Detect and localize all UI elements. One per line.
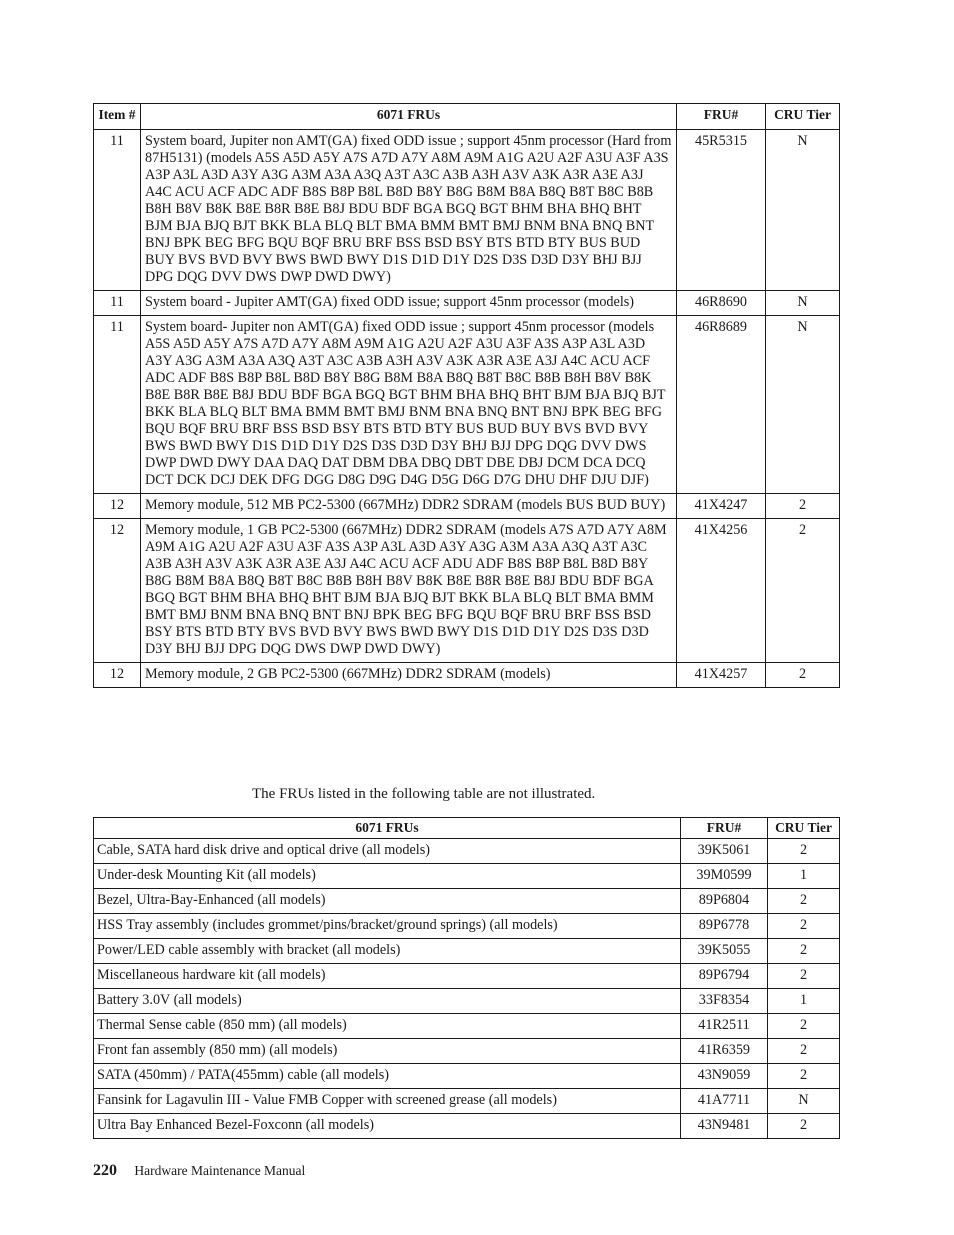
cru-tier-cell: 1 [768,864,840,889]
cru-tier-cell: 2 [766,519,840,663]
fru-number-cell: 39K5055 [681,939,768,964]
fru-number-cell: 46R8689 [677,316,766,494]
description-cell: Battery 3.0V (all models) [94,989,681,1014]
table-row [94,964,840,989]
table-header-row [94,104,840,130]
description-cell: Thermal Sense cable (850 mm) (all models) [94,1014,681,1039]
cru-tier-cell: 2 [768,939,840,964]
fru-number-cell: 33F8354 [681,989,768,1014]
item-number-cell: 11 [94,291,141,316]
header-cru-tier: CRU Tier [768,818,840,839]
description-cell: Miscellaneous hardware kit (all models) [94,964,681,989]
fru-number-cell: 43N9059 [681,1064,768,1089]
header-cru-tier: CRU Tier [766,104,840,130]
table-row [94,494,840,519]
fru-number-cell: 41X4257 [677,663,766,688]
fru-number-cell: 89P6794 [681,964,768,989]
table-row [94,1114,840,1139]
manual-title: Hardware Maintenance Manual [134,1163,306,1178]
fru-number-cell: 46R8690 [677,291,766,316]
fru-number-cell: 45R5315 [677,130,766,291]
description-cell: Under-desk Mounting Kit (all models) [94,864,681,889]
fru-number-cell: 89P6804 [681,889,768,914]
fru-number-cell: 89P6778 [681,914,768,939]
cru-tier-cell: 2 [768,1039,840,1064]
table-body [94,130,840,688]
description-cell: Front fan assembly (850 mm) (all models) [94,1039,681,1064]
cru-tier-cell: 2 [768,1064,840,1089]
cru-tier-cell: 2 [768,839,840,864]
table-row [94,1089,840,1114]
description-cell: Cable, SATA hard disk drive and optical drive (all models) [94,839,681,864]
description-cell: Memory module, 512 MB PC2-5300 (667MHz) DDR2 SDRAM (models BUS BUD BUY) [141,494,677,519]
cru-tier-cell: 2 [766,663,840,688]
description-cell: Memory module, 2 GB PC2-5300 (667MHz) DDR2 SDRAM (models) [141,663,677,688]
fru-table-not-illustrated [93,817,840,1139]
item-number-cell: 12 [94,663,141,688]
header-frus: 6071 FRUs [141,104,677,130]
header-frus: 6071 FRUs [94,818,681,839]
table-row [94,914,840,939]
fru-number-cell: 41R6359 [681,1039,768,1064]
description-cell: Memory module, 1 GB PC2-5300 (667MHz) DDR2 SDRAM (models A7S A7D A7Y A8M A9M A1G A2U A2F A3U A3F A3S A3P A3L A3D A3Y A3G A3M A3A A3Q A3T A3C A3B A3H A3V A3K A3R A3E A3J A4C ACU ACF ADU ADF B8S B8P B8L B8D B8Y B8G B8M B8A B8Q B8T B8C B8B B8H B8V B8K B8E B8R B8E B8J BDU BDF BGA BGQ BGT BHM BHA BHQ BHT BJM BJA BJQ BJT BKK BLA BLQ BLT BMA BMM BMT BMJ BNM BNA BNQ BNT BNJ BPK BEG BFG BQU BQF BRU BRF BSS BSD BSY BTS BTD BTY BVS BVD BVY BWS BWD BWY D1S D1D D1Y D2S D3S D3D D3Y BHJ BJJ DPG DQG DWS DWP DWD DWY) [141,519,677,663]
table-body [94,839,840,1139]
intro-text: The FRUs listed in the following table are not illustrated. [252,786,596,802]
header-fru-number: FRU# [681,818,768,839]
cru-tier-cell: 1 [768,989,840,1014]
description-cell: SATA (450mm) / PATA(455mm) cable (all models) [94,1064,681,1089]
description-cell: System board - Jupiter AMT(GA) fixed ODD issue; support 45nm processor (models) [141,291,677,316]
item-number-cell: 12 [94,519,141,663]
description-cell: System board, Jupiter non AMT(GA) fixed ODD issue ; support 45nm processor (Hard from 87H5131) (models A5S A5D A5Y A7S A7D A7Y A8M A9M A1G A2U A2F A3U A3F A3S A3P A3L A3D A3Y A3G A3M A3A A3Q A3T A3C A3B A3H A3V A3K A3R A3E A3J A4C ACU ACF ADC ADF B8S B8P B8L B8D B8Y B8G B8M B8A B8Q B8T B8C B8B B8H B8V B8K B8E B8R B8E B8J BDU BDF BGA BGQ BGT BHM BHA BHQ BHT BJM BJA BJQ BJT BKK BLA BLQ BLT BMA BMM BMT BMJ BNM BNA BNQ BNT BNJ BPK BEG BFG BQU BQF BRU BRF BSS BSD BSY BTS BTD BTY BUS BUD BUY BVS BVD BVY BWS BWD BWY D1S D1D D1Y D2S D3S D3D D3Y BHJ BJJ DPG DQG DVV DWS DWP DWD DWY) [141,130,677,291]
table-row [94,839,840,864]
fru-number-cell: 43N9481 [681,1114,768,1139]
table-row [94,864,840,889]
table-row [94,889,840,914]
fru-number-cell: 41X4247 [677,494,766,519]
cru-tier-cell: N [766,291,840,316]
table-row [94,663,840,688]
fru-number-cell: 41X4256 [677,519,766,663]
table-row [94,989,840,1014]
table-row [94,1064,840,1089]
header-item-number: Item # [94,104,141,130]
fru-number-cell: 39M0599 [681,864,768,889]
item-number-cell: 12 [94,494,141,519]
fru-table-illustrated [93,103,840,688]
description-cell: Bezel, Ultra-Bay-Enhanced (all models) [94,889,681,914]
table-row [94,939,840,964]
fru-number-cell: 41R2511 [681,1014,768,1039]
table-row [94,1014,840,1039]
cru-tier-cell: 2 [768,1114,840,1139]
table-row [94,316,840,494]
cru-tier-cell: N [768,1089,840,1114]
description-cell: HSS Tray assembly (includes grommet/pins/bracket/ground springs) (all models) [94,914,681,939]
description-cell: Power/LED cable assembly with bracket (all models) [94,939,681,964]
table-row [94,130,840,291]
page-footer [93,1162,305,1180]
description-cell: System board- Jupiter non AMT(GA) fixed ODD issue ; support 45nm processor (models A5S A5D A5Y A7S A7D A7Y A8M A9M A1G A2U A2F A3U A3F A3S A3P A3L A3D A3Y A3G A3M A3A A3Q A3T A3C A3B A3H A3V A3K A3R A3E A3J A4C ACU ACF ADC ADF B8S B8P B8L B8D B8Y B8G B8M B8A B8Q B8T B8C B8B B8H B8V B8K B8E B8R B8E B8J BDU BDF BGA BGQ BGT BHM BHA BHQ BHT BJM BJA BJQ BJT BKK BLA BLQ BLT BMA BMM BMT BMJ BNM BNA BNQ BNT BNJ BPK BEG BFG BQU BQF BRU BRF BSS BSD BSY BTS BTD BTY BUS BUD BUY BVS BVD BVY BWS BWD BWY D1S D1D D1Y D2S D3S D3D D3Y BHJ BJJ DPG DQG DVV DWS DWP DWD DWY DAA DAQ DAT DBM DBA DBQ DBT DBE DBJ DCM DCA DCQ DCT DCK DCJ DEK DFG DGG D8G D9G D4G D5G D6G D7G DHU DHF DJU DJF) [141,316,677,494]
item-number-cell: 11 [94,316,141,494]
fru-number-cell: 41A7711 [681,1089,768,1114]
cru-tier-cell: N [766,130,840,291]
cru-tier-cell: 2 [768,964,840,989]
fru-number-cell: 39K5061 [681,839,768,864]
cru-tier-cell: 2 [766,494,840,519]
page-number: 220 [93,1162,117,1179]
table-header-row [94,818,840,839]
header-fru-number: FRU# [677,104,766,130]
cru-tier-cell: 2 [768,889,840,914]
cru-tier-cell: 2 [768,1014,840,1039]
description-cell: Ultra Bay Enhanced Bezel-Foxconn (all models) [94,1114,681,1139]
description-cell: Fansink for Lagavulin III - Value FMB Copper with screened grease (all models) [94,1089,681,1114]
cru-tier-cell: N [766,316,840,494]
table-row [94,519,840,663]
table-row [94,291,840,316]
cru-tier-cell: 2 [768,914,840,939]
item-number-cell: 11 [94,130,141,291]
table-row [94,1039,840,1064]
